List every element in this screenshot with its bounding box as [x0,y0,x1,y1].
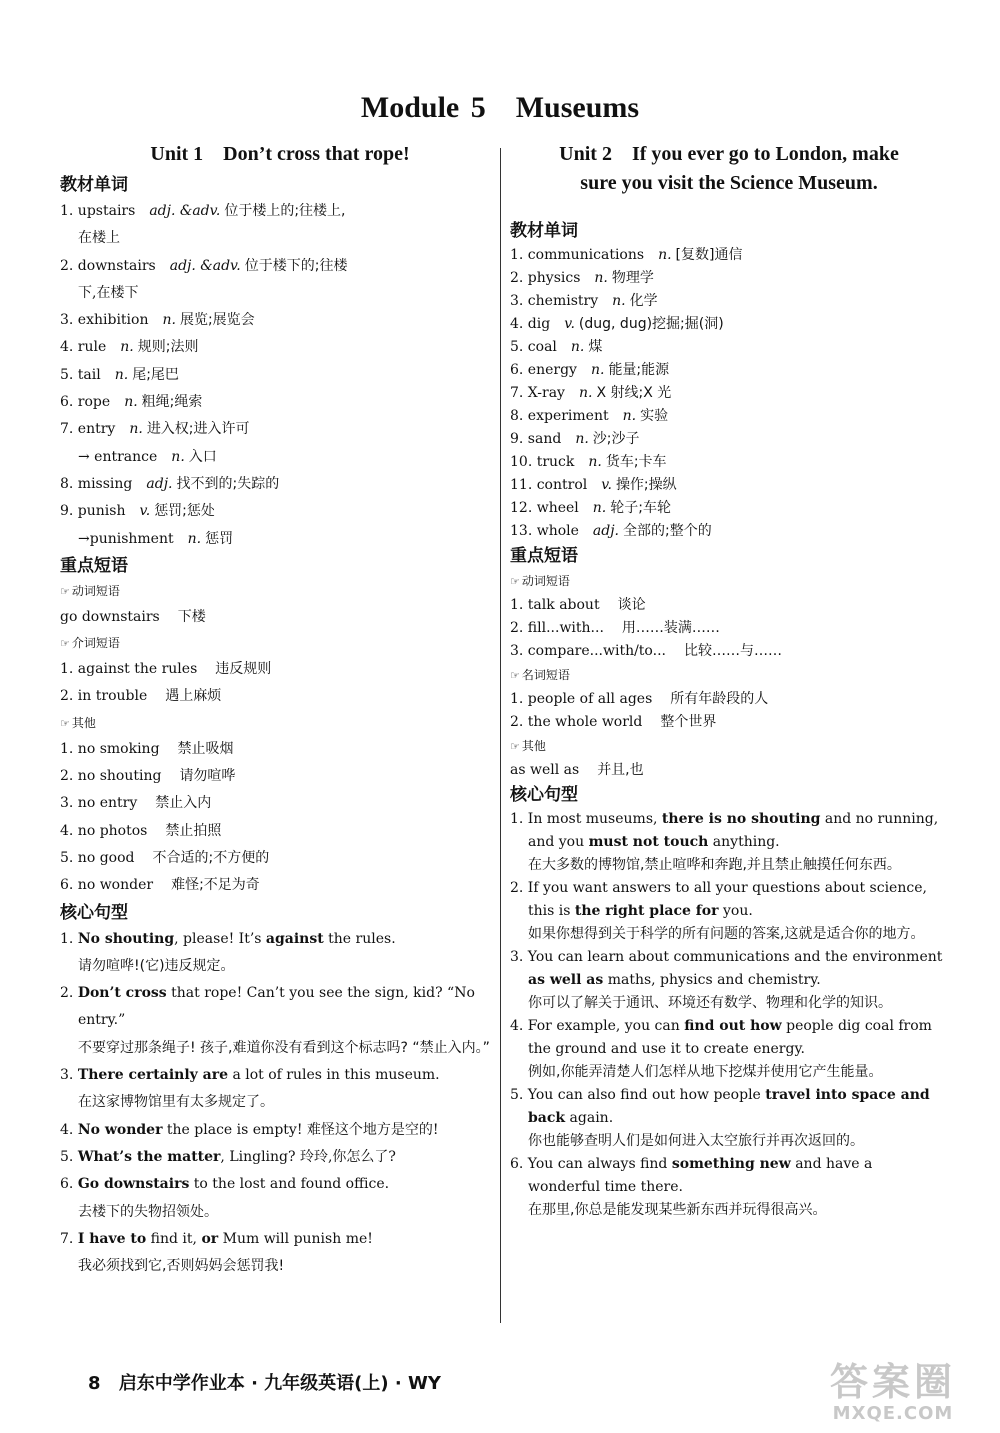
sentence-entry [510,1015,948,1084]
phrase-zh: 请勿喧哗 [179,768,236,785]
word-meaning-cont: 在楼上 [78,230,120,247]
hand-pointer-icon: ☞ [510,740,520,753]
word-term: 1. upstairs [60,203,136,219]
phrase-en: 2. in trouble [60,688,148,705]
phrase-entry [60,872,500,899]
phrase-zh: 禁止拍照 [165,822,222,839]
word-term: 4. dig [510,316,551,332]
unit2-phrases-heading: 重点短语 [510,546,578,566]
unit2-sentence-list [510,808,948,1222]
unit2-words-heading: 教材单词 [510,221,578,241]
sentence-en: 4. No wonder the place is empty! 难怪这个地方是空的! [60,1121,439,1138]
word-meaning: 物理学 [611,270,654,286]
word-meaning: [复数]通信 [675,247,743,263]
phrase-en: 2. fill...with... [510,620,604,636]
phrase-entry [60,790,500,817]
unit2-noun-phrases-label: ☞ 名词短语 [510,668,570,682]
sentence-entry [510,808,948,877]
book-title: 启东中学作业本 · 九年级英语(上) · WY [118,1373,441,1394]
word-entry [60,334,500,361]
sentence-zh: 在这家博物馆里有太多规定了。 [78,1094,274,1111]
word-entry [510,451,948,474]
hand-pointer-icon: ☞ [60,637,70,651]
word-meaning: 规则;法则 [137,339,199,356]
word-entry [60,389,500,416]
phrase-zh: 不合适的;不方便的 [152,849,270,866]
phrase-zh: 遇上麻烦 [165,688,222,705]
word-entry [60,444,500,471]
page-number: 8 [88,1373,101,1394]
phrase-zh: 并且,也 [597,762,644,778]
word-term: → entrance [78,448,158,465]
phrase-en: 5. no good [60,849,135,866]
unit1-column [60,140,500,1280]
phrase-en: 1. people of all ages [510,691,653,707]
word-meaning: 操作;操纵 [615,477,677,493]
word-meaning: 实验 [640,408,669,424]
phrase-en: 1. against the rules [60,661,198,678]
word-pos: n. [588,454,602,470]
word-pos: n. [171,448,185,465]
word-meaning: 煤 [588,339,603,355]
word-entry [60,416,500,443]
word-entry [510,474,948,497]
word-meaning-cont: 下,在楼下 [78,284,139,301]
word-term: 4. rule [60,339,107,356]
sentence-zh: 在那里,你总是能发现某些新东西并玩得很高兴。 [528,1202,827,1218]
column-divider [500,148,501,1323]
phrase-entry [60,818,500,845]
word-pos: n. [590,362,605,378]
word-pos: n. [578,385,593,401]
word-meaning: 轮子;车轮 [610,500,671,516]
unit2-sentences-heading: 核心句型 [510,785,578,805]
sentence-entry [510,1153,948,1222]
word-meaning: 展览;展览会 [179,312,255,329]
word-pos: adj. &adv. [169,257,241,274]
phrase-en: 3. compare...with/to... [510,643,666,659]
phrase-zh: 用……装满…… [621,620,720,636]
phrase-entry [510,759,948,782]
word-entry [60,253,500,280]
word-pos: v. [564,316,575,332]
word-term: 6. energy [510,362,577,378]
word-meaning: 惩罚 [205,530,234,547]
word-pos: n. [187,530,202,547]
sentence-en: 1. In most museums, there is no shouting and no running, and you must not touch anything. [510,811,939,850]
phrase-en: as well as [510,762,580,778]
word-meaning: X 射线;X 光 [596,385,672,401]
word-term: 6. rope [60,394,111,411]
phrase-en: 3. no entry [60,795,138,812]
phrase-zh: 比较……与…… [683,643,782,659]
sentence-en: 5. You can also find out how people travel into space and back again. [510,1087,930,1126]
word-entry [60,526,500,553]
sentence-entry [60,1171,500,1226]
word-entry [60,362,500,389]
word-term: 1. communications [510,247,645,263]
unit1-prep-phrases-label: ☞ 介词短语 [60,636,120,651]
unit2-title [510,140,948,198]
word-meaning: 能量;能源 [608,362,670,378]
sentence-en: 6. Go downstairs to the lost and found office. [60,1176,390,1193]
phrase-entry [60,683,500,710]
word-entry [510,290,948,313]
word-meaning: 惩罚;惩处 [154,503,215,520]
unit2-column [510,140,948,1222]
word-meaning: 货车;卡车 [605,454,667,470]
word-pos: adj. [592,523,620,539]
word-term: 2. downstairs [60,257,156,274]
phrase-en: 6. no wonder [60,877,154,894]
word-entry [60,498,500,525]
word-pos: v. [601,477,612,493]
unit2-noun-phrase-list [510,688,948,734]
page-footer [88,1369,441,1395]
sentence-en: 2. Don’t cross that rope! Can’t you see the sign, kid? “No entry.” [60,985,475,1029]
phrase-en: 2. no shouting [60,768,162,785]
phrase-en: 1. no smoking [60,740,160,757]
word-entry [60,307,500,334]
sentence-entry [60,1117,500,1144]
sentence-en: 1. No shouting, please! It’s against the rules. [60,930,396,947]
phrase-zh: 下楼 [177,608,206,625]
unit1-sentence-list [60,926,500,1281]
sentence-entry [60,926,500,981]
word-entry [510,244,948,267]
phrase-zh: 整个世界 [660,714,717,730]
word-term: 9. punish [60,503,126,520]
unit1-verb-phrase-list [60,604,500,631]
word-pos: n. [114,366,129,383]
unit2-word-list [510,244,948,543]
word-pos: n. [162,312,176,329]
phrase-en: go downstairs [60,608,160,625]
sentence-en: 5. What’s the matter, Lingling? 玲玲,你怎么了? [60,1148,396,1165]
unit1-sentences-heading: 核心句型 [60,902,128,923]
phrase-zh: 谈论 [617,597,646,613]
unit1-title: Unit 1 Don’t cross that rope! [150,143,410,165]
sentence-zh: 我必须找到它,否则妈妈会惩罚我! [78,1258,285,1275]
sentence-entry [60,980,500,1062]
word-meaning: (dug, dug)挖掘;掘(洞) [578,316,724,332]
word-meaning: 全部的;整个的 [623,523,712,539]
phrase-entry [60,845,500,872]
sentence-zh: 如果你想得到关于科学的所有问题的答案,这就是适合你的地方。 [528,926,925,942]
word-meaning: 位于楼下的;往楼 [244,257,348,274]
word-meaning: 找不到的;失踪的 [176,475,280,492]
sentence-zh: 你也能够查明人们是如何进入太空旅行并再次返回的。 [528,1133,864,1149]
phrase-en: 4. no photos [60,822,148,839]
word-term: 8. missing [60,475,133,492]
watermark-url: MXQE.COM [832,1403,954,1424]
hand-pointer-icon: ☞ [60,716,70,730]
word-term: 5. coal [510,339,557,355]
word-entry [510,428,948,451]
unit1-verb-phrases-label: ☞ 动词短语 [60,583,120,598]
sentence-entry [60,1226,500,1281]
watermark-text: 答案圈 [829,1360,956,1404]
sentence-en: 3. There certainly are a lot of rules in this museum. [60,1067,440,1084]
hand-pointer-icon: ☞ [510,669,520,682]
word-entry [510,520,948,543]
unit2-title-line2: sure you visit the Science Museum. [580,172,878,194]
sentence-zh: 在大多数的博物馆,禁止喧哗和奔跑,并且禁止触摸任何东西。 [528,857,901,873]
hand-pointer-icon: ☞ [60,584,70,598]
phrase-zh: 禁止吸烟 [177,740,234,757]
unit1-other-label: ☞ 其他 [60,715,96,730]
word-pos: n. [120,339,134,356]
watermark-logo [808,1360,978,1426]
word-term: 7. entry [60,421,116,438]
word-entry [60,471,500,498]
word-entry [510,359,948,382]
word-pos: n. [612,293,626,309]
word-term: 3. exhibition [60,312,149,329]
word-term: 5. tail [60,366,101,383]
sentence-entry [60,1144,500,1171]
word-term: 10. truck [510,454,575,470]
sentence-entry [510,946,948,1015]
phrase-entry [510,617,948,640]
word-term: →punishment [78,530,174,547]
phrase-entry [60,656,500,683]
word-term: 11. control [510,477,588,493]
sentence-entry [60,1062,500,1117]
word-pos: n. [570,339,585,355]
sentence-en: 2. If you want answers to all your questions about science, this is the right place for you. [510,880,927,919]
sentence-entry [510,1084,948,1153]
phrase-zh: 难怪;不足为奇 [171,877,260,894]
phrase-en: 1. talk about [510,597,600,613]
unit1-prep-phrase-list [60,656,500,711]
unit1-word-list [60,198,500,553]
unit2-other-label: ☞ 其他 [510,739,546,753]
word-entry [510,405,948,428]
phrase-entry [60,736,500,763]
word-meaning: 入口 [188,448,217,465]
unit1-other-phrase-list [60,736,500,900]
phrase-entry [510,594,948,617]
phrase-en: 2. the whole world [510,714,643,730]
word-term: 9. sand [510,431,562,447]
word-pos: adj. [146,475,173,492]
sentence-zh: 不要穿过那条绳子! 孩子,难道你没有看到这个标志吗? “禁止入内。” [78,1039,490,1056]
word-term: 3. chemistry [510,293,599,309]
sentence-zh: 例如,你能弄清楚人们怎样从地下挖煤并使用它产生能量。 [528,1064,883,1080]
word-entry [510,267,948,290]
word-pos: n. [622,408,637,424]
word-pos: n. [658,247,672,263]
sentence-zh: 请勿喧哗!(它)违反规定。 [78,957,235,974]
unit1-phrases-heading: 重点短语 [60,555,128,576]
word-meaning: 沙;沙子 [592,431,640,447]
sentence-zh: 去楼下的失物招领处。 [78,1203,218,1220]
word-pos: n. [592,500,607,516]
phrase-zh: 违反规则 [215,661,272,678]
phrase-zh: 所有年龄段的人 [670,691,769,707]
word-entry [510,336,948,359]
unit2-other-phrase-list [510,759,948,782]
word-meaning: 尾;尾巴 [132,366,179,383]
word-meaning: 化学 [629,293,658,309]
word-term: 2. physics [510,270,581,286]
sentence-en: 4. For example, you can find out how people dig coal from the ground and use it to create energy. [510,1018,932,1057]
word-meaning: 位于楼上的;往楼上, [224,203,346,219]
phrase-entry [60,604,500,631]
word-entry [510,497,948,520]
sentence-zh: 你可以了解关于通讯、环境还有数学、物理和化学的知识。 [528,995,892,1011]
sentence-en: 6. You can always find something new and have a wonderful time there. [510,1156,873,1195]
word-pos: n. [129,421,143,438]
hand-pointer-icon: ☞ [510,575,520,588]
unit1-words-heading: 教材单词 [60,175,128,195]
word-entry [60,198,500,225]
sentence-en: 7. I have to find it, or Mum will punish me! [60,1230,373,1247]
phrase-zh: 禁止入内 [155,795,212,812]
word-meaning: 进入权;进入许可 [146,421,250,438]
word-term: 8. experiment [510,408,609,424]
word-meaning: 粗绳;绳索 [141,394,203,411]
word-pos: v. [139,503,151,520]
unit2-verb-phrases-label: ☞ 动词短语 [510,574,570,588]
sentence-en: 3. You can learn about communications and the environment as well as maths, physics and chemistry. [510,949,943,988]
word-entry [510,313,948,336]
word-term: 12. wheel [510,500,579,516]
word-pos: n. [575,431,589,447]
unit2-verb-phrase-list [510,594,948,663]
module-title: Module 5 Museums [360,91,640,124]
word-entry [510,382,948,405]
word-pos: n. [594,270,608,286]
word-term: 13. whole [510,523,579,539]
sentence-entry [510,877,948,946]
word-term: 7. X-ray [510,385,565,401]
word-pos: n. [124,394,138,411]
phrase-entry [60,763,500,790]
phrase-entry [510,640,948,663]
word-pos: adj. &adv. [149,203,221,219]
unit2-title-line1: Unit 2 If you ever go to London, make [559,143,899,165]
phrase-entry [510,711,948,734]
phrase-entry [510,688,948,711]
